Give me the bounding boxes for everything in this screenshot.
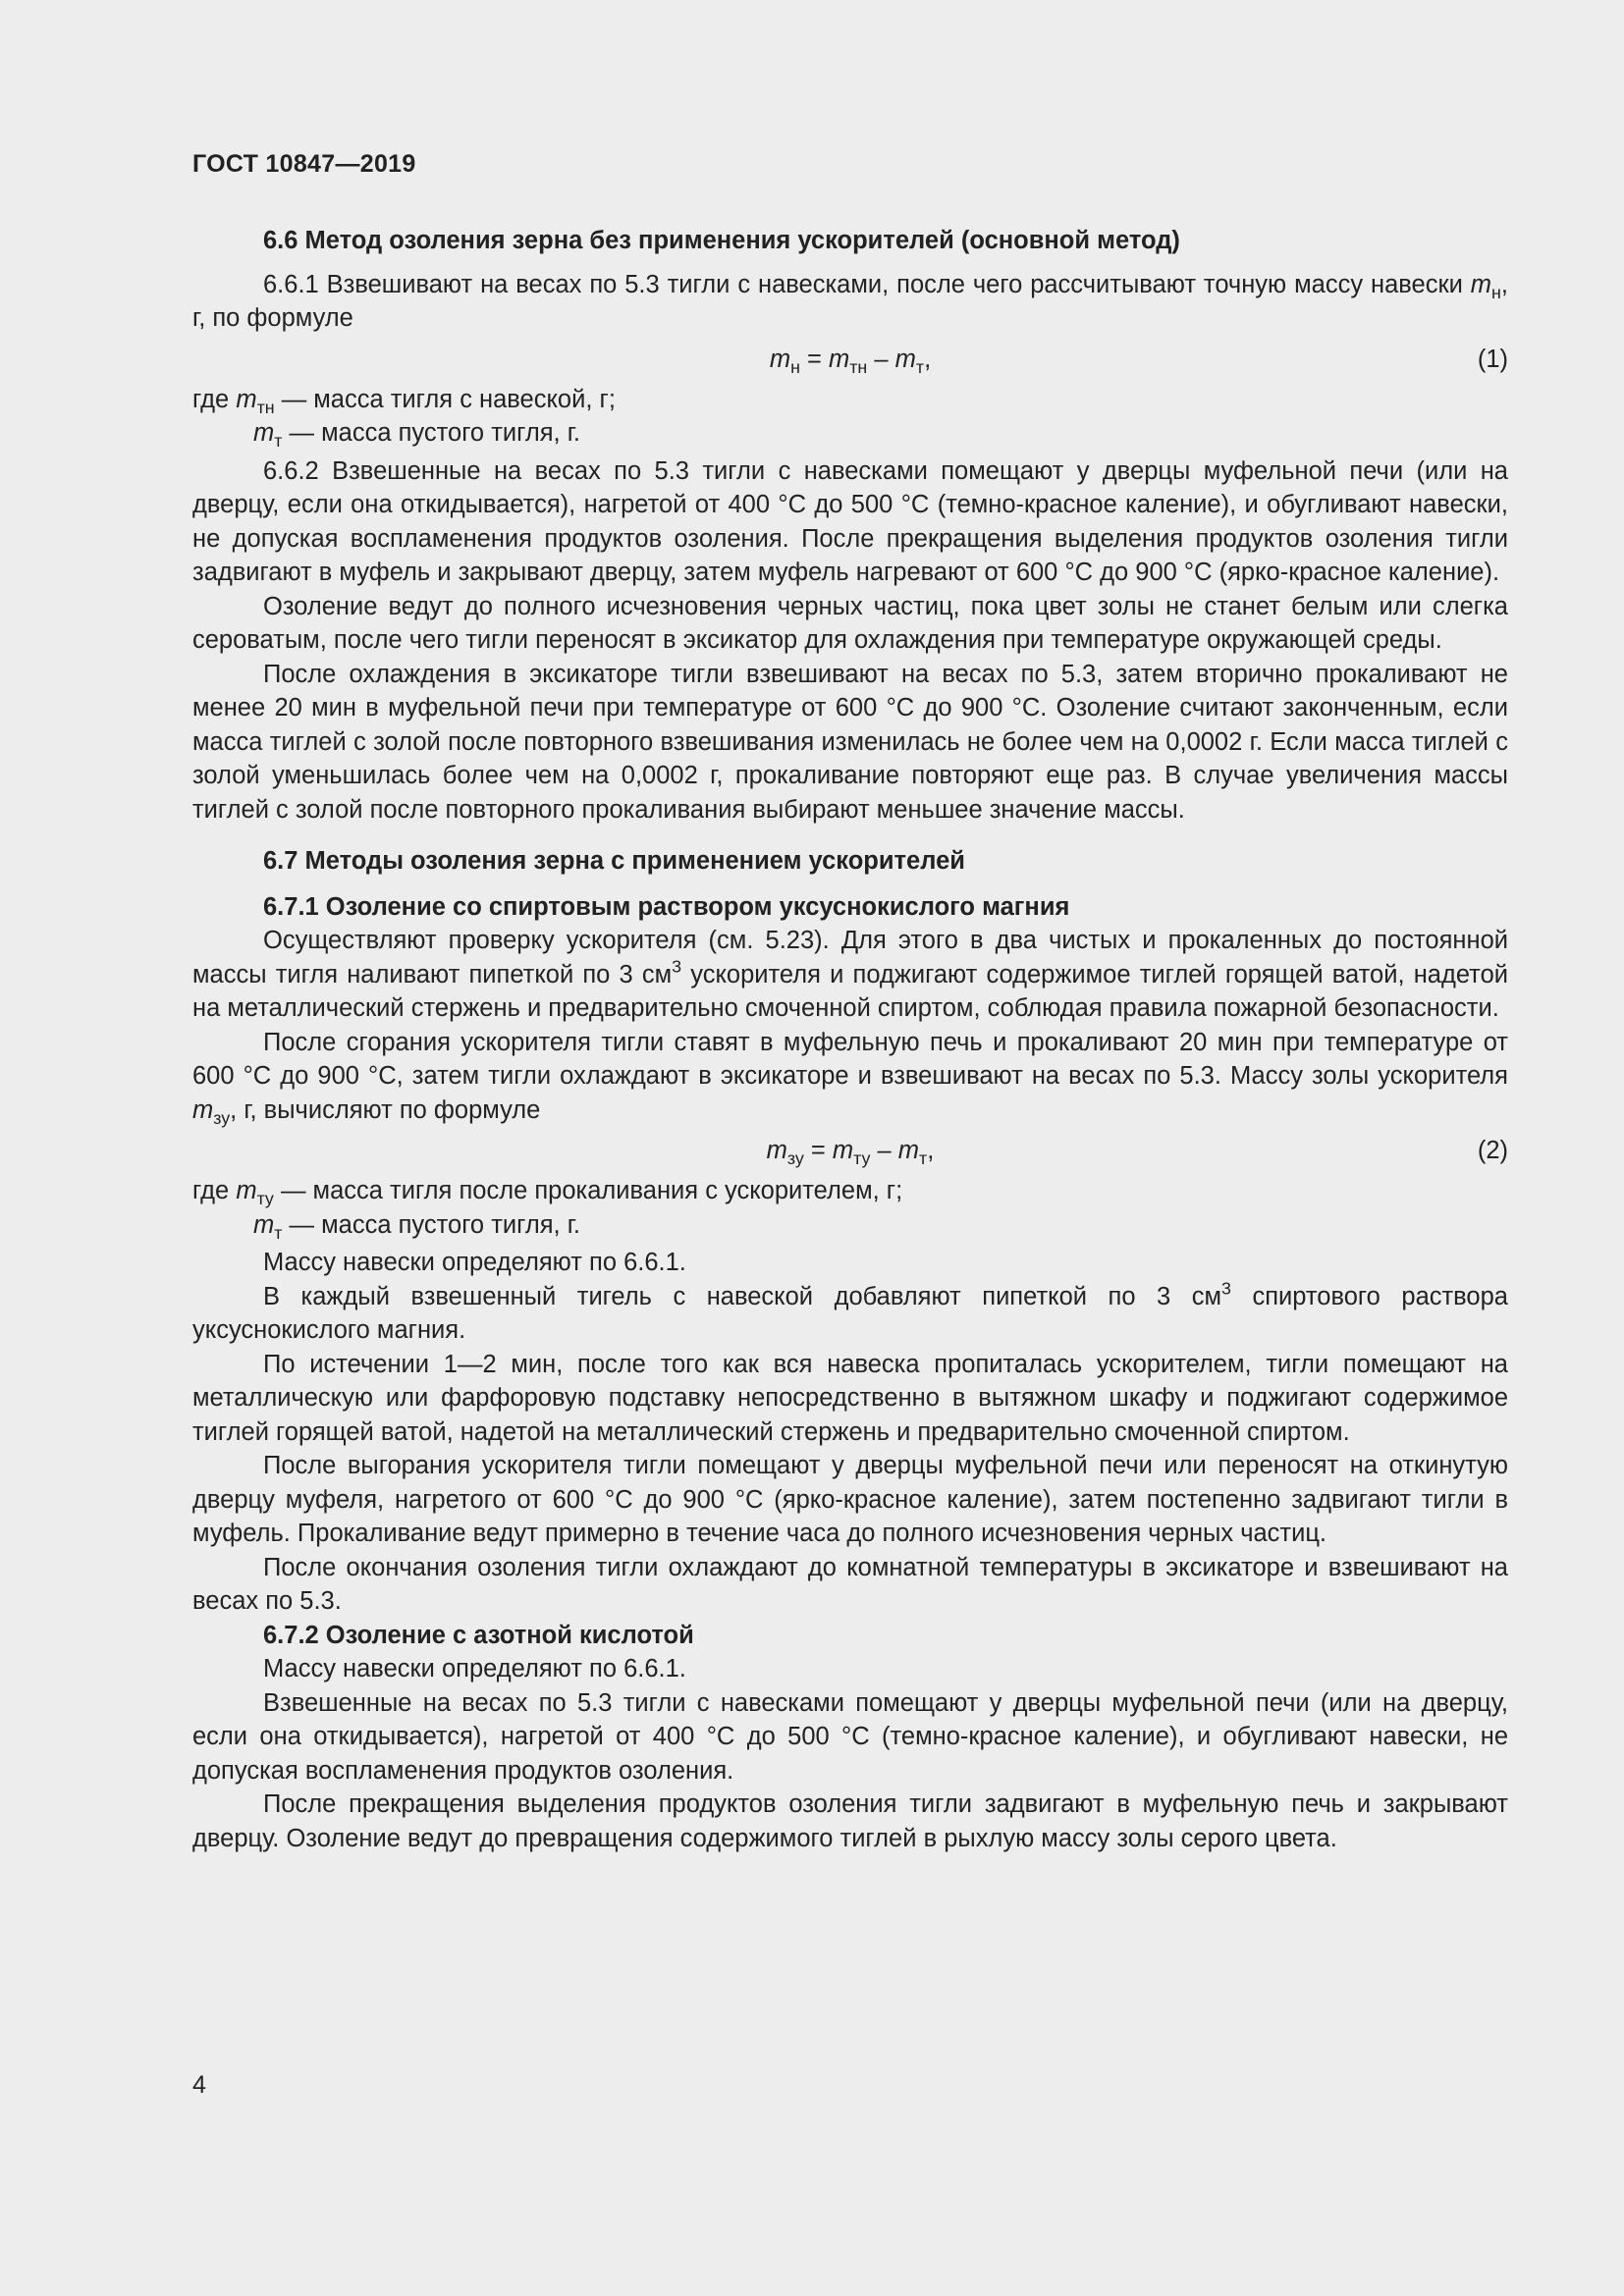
paragraph-6-6-2-ashing: Озоление ведут до полного исчезновения черных частиц, пока цвет золы не станет белым или слегка сероватым, после чего тигли переносят в эксикатор для охлаждения при температуре окружающей среды. <box>192 592 1508 654</box>
paragraph-6-7-1-weigh: После окончания озоления тигли охлаждают до комнатной температуры в эксикаторе и взвешивают на весах по 5.3. <box>192 1553 1508 1615</box>
page-number: 4 <box>192 2071 206 2099</box>
formula-2-number: (2) <box>1477 1137 1508 1164</box>
formula-2 <box>192 1127 1508 1174</box>
paragraph-6-6-2: 6.6.2 Взвешенные на весах по 5.3 тигли с навесками помещают у дверцы муфельной печи (или на дверцу, если она откидывается), нагретой от 400 °С до 500 °С (темно-красное каление), и обугливают навески, не допуская воспламенения продуктов озоления. После прекращения выделения продуктов озоления тигли задвигают в муфель и закрывают дверцу, затем муфель нагревают от 600 °С до 900 °С (ярко-красное каление). <box>192 456 1508 586</box>
paragraph-6-6-1: 6.6.1 Взвешивают на весах по 5.3 тигли с навесками, после чего рассчитывают точную массу навески $m_н$, г, по формуле <box>192 270 1508 332</box>
formula-1 <box>192 336 1508 383</box>
formula-1-expression: $m_н = m_{тн} - m_т$, <box>769 345 932 377</box>
paragraph-6-7-1-check: Осуществляют проверку ускорителя (см. 5.23). Для этого в два чистых и прокаленных до постоянной массы тигля наливают пипеткой по 3 $см^3$ ускорителя и поджигают содержимое тиглей горящей ватой, надетой на металлический стержень и предварительно смоченной спиртом, соблюдая правила пожарной безопасности. <box>192 927 1508 1022</box>
paragraph-6-7-1-calcination: После сгорания ускорителя тигли ставят в муфельную печь и прокаливают 20 мин при температуре от 600 °С до 900 °С, затем тигли охлаждают в эксикаторе и взвешивают на весах по 5.3. Массу золы ускорителя $m_{зу}$, г, вычисляют по формуле <box>192 1028 1508 1128</box>
section-6-7-heading: 6.7 Методы озоления зерна с применением ускорителей <box>263 847 965 875</box>
formula-2-where-line-1: где $m_{ту}$ — масса тигля после прокаливания с ускорителем, г; <box>192 1177 903 1209</box>
paragraph-6-7-2-ashing: После прекращения выделения продуктов озоления тигли задвигают в муфельную печь и закрывают дверцу. Озоление ведут до превращения содержимого тиглей в рыхлую массу золы серого цвета. <box>192 1790 1508 1852</box>
document-body <box>192 224 1508 1855</box>
paragraph-6-7-1-burnout: После выгорания ускорителя тигли помещают у дверцы муфельной печи или переносят на откинутую дверцу муфеля, нагретого от 600 °С до 900 °С (ярко-красное каление), затем постепенно задвигают тигли в муфель. Прокаливание ведут примерно в течение часа до полного исчезновения черных частиц. <box>192 1452 1508 1547</box>
formula-1-where-line-1: где $m_{тн}$ — масса тигля с навеской, г; <box>192 385 616 417</box>
formula-1-number: (1) <box>1477 345 1508 373</box>
paragraph-6-7-2-charring: Взвешенные на весах по 5.3 тигли с навесками помещают у дверцы муфельной печи (или на дверцу, если она откидывается), нагретой от 400 °С до 500 °С (темно-красное каление), и обугливают навески, не допуская воспламенения продуктов озоления. <box>192 1688 1508 1785</box>
paragraph-6-7-1-ignite: По истечении 1—2 мин, после того как вся навеска пропиталась ускорителем, тигли помещают на металлическую или фарфоровую подставку непосредственно в вытяжном шкафу и поджигают содержимое тиглей горящей ватой, надетой на металлический стержень и предварительно смоченной спиртом. <box>192 1350 1508 1446</box>
paragraph-6-7-1-add-reagent: В каждый взвешенный тигель с навеской добавляют пипеткой по 3 $см^3$ спиртового раствора уксуснокислого магния. <box>192 1277 1508 1344</box>
section-6-6-heading: 6.6 Метод озоления зерна без применения ускорителей (основной метод) <box>263 227 1180 254</box>
section-6-7-1-heading: 6.7.1 Озоление со спиртовым раствором уксуснокислого магния <box>263 892 1070 921</box>
formula-2-expression: $m_{зу} = m_{ту} - m_т$, <box>766 1137 935 1169</box>
paragraph-6-6-2-cooling: После охлаждения в эксикаторе тигли взвешивают на весах по 5.3, затем вторично прокаливают не менее 20 мин в муфельной печи при температуре от 600 °С до 900 °С. Озоление считают законченным, если масса тиглей с золой после повторного взвешивания изменилась не более чем на 0,0002 г. Если масса тиглей с золой уменьшилась более чем на 0,0002 г, прокаливание повторяют еще раз. В случае увеличения массы тиглей с золой после повторного прокаливания выбирают меньшее значение массы. <box>192 660 1508 824</box>
section-6-7-2-heading: 6.7.2 Озоление с азотной кислотой <box>263 1621 694 1649</box>
paragraph-6-7-1-sample-mass: Массу навески определяют по 6.6.1. <box>263 1249 686 1276</box>
formula-1-where-line-2: $m_т$ — масса пустого тигля, г. <box>253 419 580 452</box>
document-header: ГОСТ 10847—2019 <box>192 150 416 178</box>
formula-2-where-line-2: $m_т$ — масса пустого тигля, г. <box>253 1210 580 1243</box>
paragraph-6-7-2-sample-mass: Массу навески определяют по 6.6.1. <box>263 1655 686 1682</box>
